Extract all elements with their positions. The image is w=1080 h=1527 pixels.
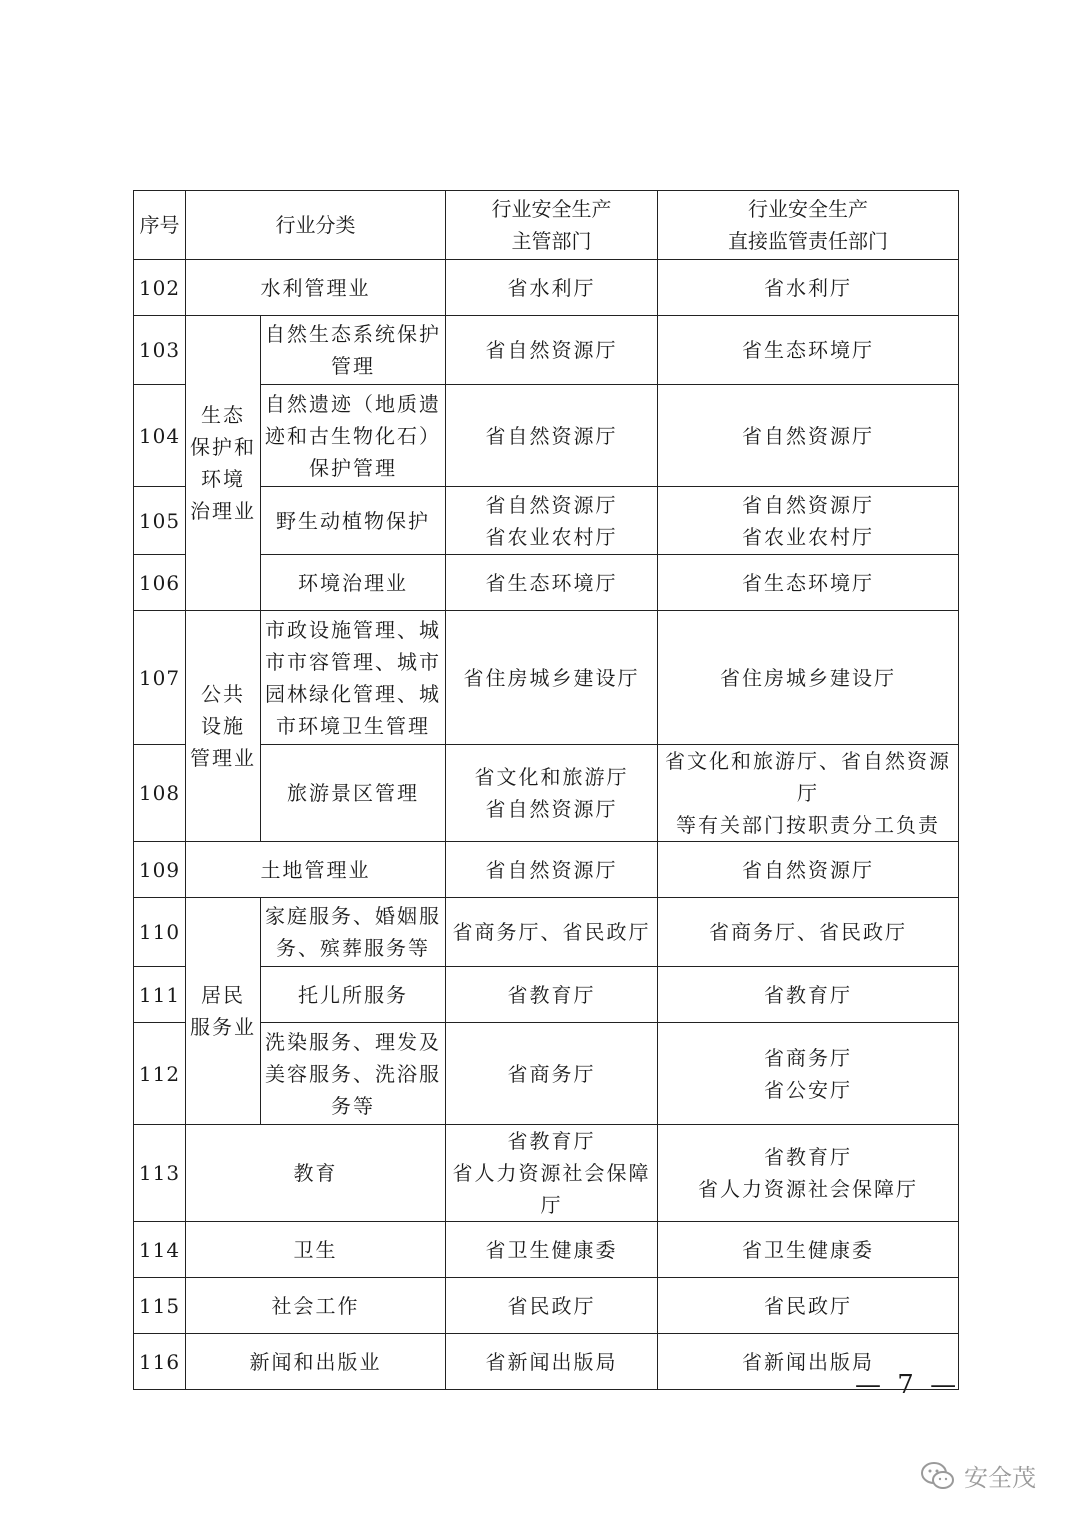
row-supervisor-line: 省人力资源社会保障厅 — [698, 1177, 918, 1201]
row-regulator-line: 省水利厅 — [507, 275, 596, 300]
row-regulator-line: 省人力资源社会保障厅 — [452, 1161, 651, 1217]
row-regulator — [446, 1222, 658, 1278]
table-row — [134, 1222, 959, 1278]
row-supervisor-line: 省自然资源厅 — [742, 492, 874, 517]
row-supervisor — [658, 898, 959, 967]
row-supervisor-line: 省民政厅 — [764, 1293, 852, 1318]
row-regulator-line: 省自然资源厅 — [485, 423, 618, 448]
row-group — [186, 316, 261, 611]
row-category: 新闻和出版业 — [186, 1334, 446, 1390]
header-regulator-line: 主管部门 — [511, 229, 592, 253]
row-group-line: 保护和 — [190, 435, 256, 459]
row-supervisor-line: 省农业农村厅 — [742, 524, 874, 549]
row-seq: 103 — [134, 316, 186, 385]
row-supervisor-line: 省新闻出版局 — [742, 1349, 874, 1374]
row-subcategory — [261, 316, 446, 385]
row-supervisor-line: 省教育厅 — [764, 1145, 852, 1169]
row-regulator — [446, 1023, 658, 1125]
table-row — [134, 842, 959, 898]
row-supervisor — [658, 842, 959, 898]
row-seq: 111 — [134, 967, 186, 1023]
row-subcategory-line: 务等 — [331, 1093, 375, 1118]
row-group-line: 治理业 — [190, 499, 256, 523]
row-subcategory — [261, 611, 446, 745]
row-regulator — [446, 745, 658, 842]
table-row — [134, 898, 959, 967]
row-seq: 112 — [134, 1023, 186, 1125]
table-row — [134, 1125, 959, 1222]
header-regulator — [446, 191, 658, 260]
table-row — [134, 1334, 959, 1390]
row-subcategory-line: 管理 — [331, 354, 375, 378]
row-supervisor-line: 省商务厅 — [764, 1045, 852, 1070]
row-seq: 105 — [134, 487, 186, 555]
row-regulator — [446, 555, 658, 611]
row-subcategory-line: 洗染服务、理发及 — [265, 1029, 441, 1054]
row-regulator — [446, 842, 658, 898]
row-supervisor-line: 省水利厅 — [764, 275, 852, 300]
row-category: 卫生 — [186, 1222, 446, 1278]
page-number: — 7 — — [855, 1370, 961, 1400]
row-regulator-line: 省新闻出版局 — [485, 1349, 618, 1374]
header-regulator-line: 行业安全生产 — [491, 197, 612, 221]
row-group-line: 设施 — [201, 714, 245, 738]
row-supervisor — [658, 1125, 959, 1222]
watermark — [920, 1458, 1036, 1493]
row-regulator-line: 省文化和旅游厅 — [474, 765, 629, 789]
row-subcategory-line: 家庭服务、婚姻服 — [265, 904, 441, 928]
row-regulator-line: 省商务厅、省民政厅 — [452, 920, 651, 944]
row-category: 土地管理业 — [186, 842, 446, 898]
row-supervisor-line: 省文化和旅游厅、省自然资源厅 — [665, 749, 951, 805]
row-regulator — [446, 487, 658, 555]
row-seq: 116 — [134, 1334, 186, 1390]
row-regulator — [446, 1334, 658, 1390]
row-group-line: 生态 — [201, 403, 245, 427]
row-regulator-line: 省自然资源厅 — [485, 338, 618, 362]
header-supervisor-line: 行业安全生产 — [748, 197, 868, 221]
row-seq: 114 — [134, 1222, 186, 1278]
row-regulator-line: 省教育厅 — [507, 1129, 596, 1153]
row-supervisor — [658, 316, 959, 385]
row-subcategory-line: 市环境卫生管理 — [276, 713, 430, 738]
row-group-line: 管理业 — [190, 746, 256, 770]
row-supervisor — [658, 1278, 959, 1334]
row-supervisor-line: 省住房城乡建设厅 — [720, 665, 896, 690]
row-seq: 108 — [134, 745, 186, 842]
row-subcategory — [261, 745, 446, 842]
row-supervisor — [658, 1222, 959, 1278]
row-supervisor-line: 省商务厅、省民政厅 — [709, 920, 907, 944]
row-regulator — [446, 1125, 658, 1222]
row-regulator-line: 省民政厅 — [507, 1293, 596, 1318]
row-regulator-line: 省商务厅 — [507, 1061, 596, 1086]
row-subcategory — [261, 967, 446, 1023]
row-supervisor-line: 等有关部门按职责分工负责 — [676, 813, 940, 837]
row-seq: 102 — [134, 260, 186, 316]
header-supervisor-line: 直接监管责任部门 — [728, 229, 888, 253]
row-supervisor-line: 省生态环境厅 — [742, 338, 874, 362]
row-supervisor-line: 省卫生健康委 — [742, 1237, 874, 1262]
row-group-line: 服务业 — [190, 1015, 256, 1039]
row-category: 社会工作 — [186, 1278, 446, 1334]
row-subcategory-line: 野生动植物保护 — [276, 508, 430, 533]
row-category: 教育 — [186, 1125, 446, 1222]
watermark-text: 安全茂 — [964, 1464, 1036, 1492]
row-group — [186, 898, 261, 1125]
row-regulator — [446, 611, 658, 745]
row-subcategory-line: 自然遗迹（地质遗 — [265, 391, 441, 416]
row-subcategory — [261, 385, 446, 487]
row-seq: 106 — [134, 555, 186, 611]
row-regulator-line: 省教育厅 — [507, 982, 596, 1007]
row-seq: 110 — [134, 898, 186, 967]
row-supervisor — [658, 611, 959, 745]
row-subcategory-line: 迹和古生物化石） — [265, 423, 441, 448]
row-subcategory — [261, 555, 446, 611]
row-subcategory-line: 园林绿化管理、城 — [265, 681, 441, 706]
row-regulator — [446, 385, 658, 487]
table-row — [134, 1278, 959, 1334]
row-seq: 113 — [134, 1125, 186, 1222]
row-regulator-line: 省农业农村厅 — [485, 524, 618, 549]
header-supervisor — [658, 191, 959, 260]
header-category: 行业分类 — [186, 191, 446, 260]
table-row — [134, 316, 959, 385]
row-supervisor-line: 省生态环境厅 — [742, 570, 874, 595]
wechat-icon — [920, 1461, 956, 1491]
row-subcategory-line: 旅游景区管理 — [287, 781, 419, 805]
row-subcategory-line: 市市容管理、城市 — [265, 649, 441, 674]
table-row — [134, 611, 959, 745]
row-supervisor-line: 省自然资源厅 — [742, 423, 874, 448]
row-group-line: 环境 — [201, 467, 245, 491]
row-supervisor-line: 省教育厅 — [764, 982, 852, 1007]
row-subcategory-line: 保护管理 — [309, 455, 397, 480]
row-regulator — [446, 316, 658, 385]
row-regulator-line: 省自然资源厅 — [485, 797, 618, 821]
row-subcategory — [261, 898, 446, 967]
industry-table — [133, 190, 959, 1390]
row-regulator-line: 省自然资源厅 — [485, 492, 618, 517]
row-subcategory-line: 市政设施管理、城 — [265, 617, 441, 642]
row-subcategory-line: 托儿所服务 — [298, 982, 408, 1007]
row-regulator — [446, 1278, 658, 1334]
row-subcategory-line: 环境治理业 — [298, 570, 408, 595]
row-subcategory-line: 美容服务、洗浴服 — [265, 1061, 441, 1086]
row-supervisor — [658, 1023, 959, 1125]
row-supervisor-line: 省自然资源厅 — [742, 857, 874, 882]
row-supervisor-line: 省公安厅 — [764, 1077, 852, 1102]
row-regulator-line: 省住房城乡建设厅 — [463, 665, 640, 690]
row-regulator-line: 省自然资源厅 — [485, 857, 618, 882]
row-group-line: 公共 — [201, 682, 245, 706]
row-supervisor — [658, 260, 959, 316]
row-supervisor — [658, 745, 959, 842]
row-supervisor — [658, 555, 959, 611]
row-group-line: 居民 — [201, 983, 245, 1007]
row-regulator — [446, 898, 658, 967]
row-supervisor — [658, 487, 959, 555]
row-seq: 115 — [134, 1278, 186, 1334]
header-seq: 序号 — [134, 191, 186, 260]
row-regulator — [446, 967, 658, 1023]
table-header-row — [134, 191, 959, 260]
row-regulator-line: 省生态环境厅 — [485, 570, 618, 595]
row-subcategory-line: 务、殡葬服务等 — [276, 936, 430, 960]
row-supervisor — [658, 967, 959, 1023]
row-seq: 107 — [134, 611, 186, 745]
row-group — [186, 611, 261, 842]
row-category: 水利管理业 — [186, 260, 446, 316]
row-subcategory — [261, 487, 446, 555]
row-regulator-line: 省卫生健康委 — [485, 1237, 618, 1262]
row-regulator — [446, 260, 658, 316]
table-row — [134, 260, 959, 316]
row-subcategory — [261, 1023, 446, 1125]
row-seq: 104 — [134, 385, 186, 487]
row-seq: 109 — [134, 842, 186, 898]
row-subcategory-line: 自然生态系统保护 — [265, 322, 441, 346]
row-supervisor — [658, 385, 959, 487]
